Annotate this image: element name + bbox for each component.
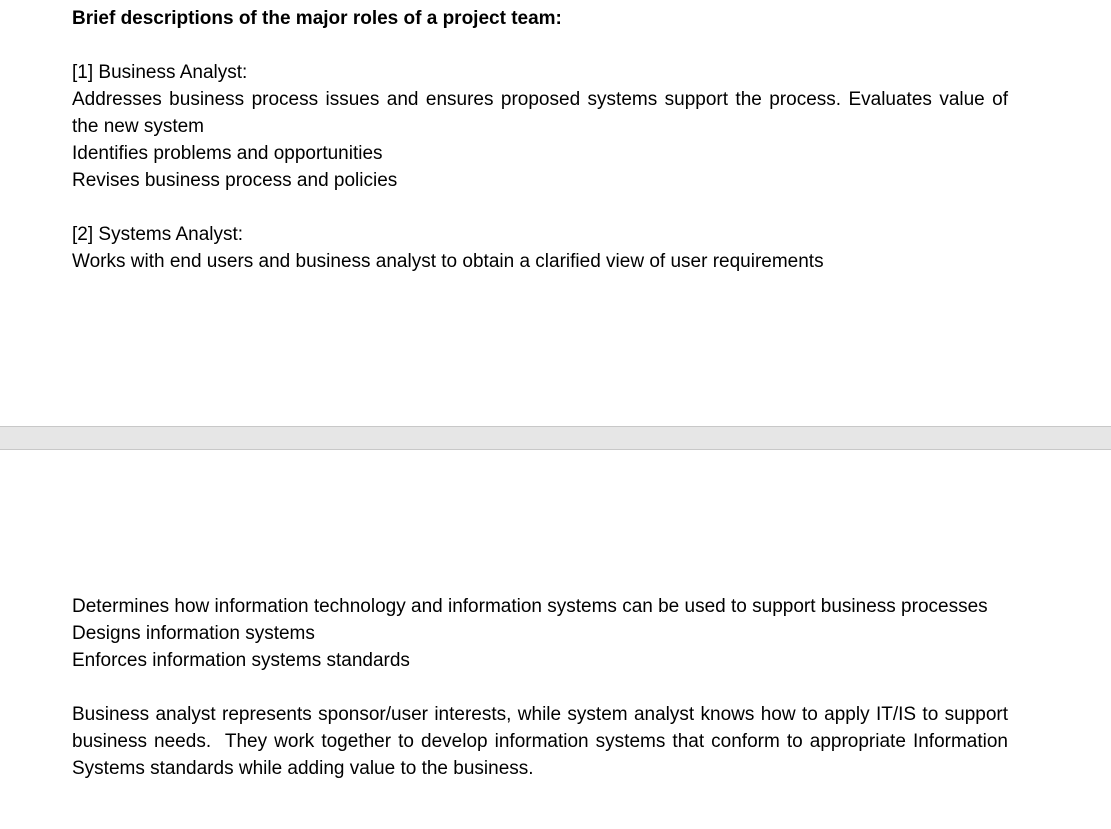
role-2-item-2: Enforces information systems standards <box>72 650 410 671</box>
role-1-item-2: Revises business process and policies <box>72 170 398 191</box>
role-2-description: Works with end users and business analyst to obtain a clarified view of user requirements <box>72 251 824 272</box>
blank-line <box>72 674 1008 701</box>
role-1-description: Addresses business process issues and ensures proposed systems support the process. Evaluates value of the new system <box>72 89 1008 137</box>
page-1-body <box>72 5 1008 275</box>
blank-line <box>72 32 1008 59</box>
document-heading: Brief descriptions of the major roles of a project team: <box>72 8 562 29</box>
page-break-separator <box>0 426 1111 450</box>
role-1-title: [1] Business Analyst: <box>72 62 248 83</box>
blank-line <box>72 194 1008 221</box>
summary-paragraph: Business analyst represents sponsor/user interests, while system analyst knows how to apply IT/IS to support business needs. They work together to develop information systems that conform to appropriate Information Systems standards while adding value to the business. <box>72 704 1014 779</box>
role-2-description-continued: Determines how information technology and information systems can be used to support business processes <box>72 596 988 617</box>
role-2-title: [2] Systems Analyst: <box>72 224 244 245</box>
page-2-body <box>72 593 1014 782</box>
role-2-item-1: Designs information systems <box>72 623 315 644</box>
role-1-item-1: Identifies problems and opportunities <box>72 143 383 164</box>
document-page-2 <box>0 450 1111 829</box>
